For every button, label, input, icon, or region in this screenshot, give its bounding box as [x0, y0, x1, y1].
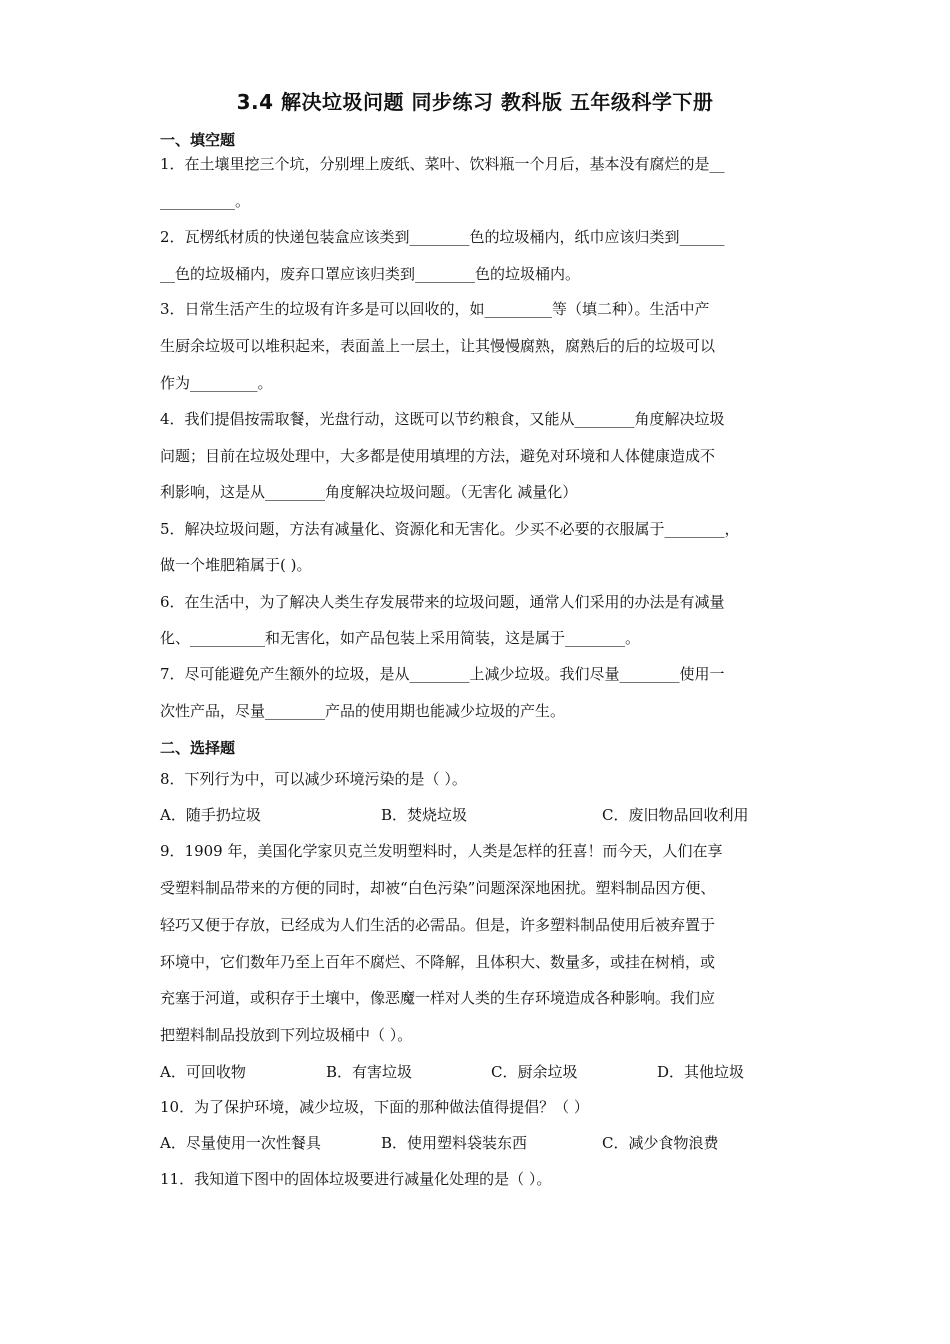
q3-line-3: 作为_________。: [160, 374, 273, 392]
q11-stem: 11．我知道下图中的固体垃圾要进行减量化处理的是（ ）。: [160, 1170, 552, 1188]
q3-line-2: 生厨余垃圾可以堆积起来，表面盖上一层土，让其慢慢腐熟，腐熟后的后的垃圾可以: [160, 337, 716, 355]
q6-line-2: 化、__________和无害化，如产品包装上采用简装，这是属于________。: [160, 629, 641, 647]
q9-line-3: 轻巧又便于存放，已经成为人们生活的必需品。但是，许多塑料制品使用后被弃置于: [160, 916, 716, 934]
q9-line-1: 9．1909 年，美国化学家贝克兰发明塑料时，人类是怎样的狂喜！而今天，人们在享: [160, 842, 723, 860]
q6-line-1: 6．在生活中，为了解决人类生存发展带来的垃圾问题，通常人们采用的办法是有减量: [160, 593, 725, 611]
q9-line-5: 充塞于河道，或积存于土壤中，像恶魔一样对人类的生存环境造成各种影响。我们应: [160, 989, 716, 1007]
q1-line-2: __________。: [160, 192, 251, 210]
q7-line-2: 次性产品，尽量________产品的使用期也能减少垃圾的产生。: [160, 702, 566, 720]
q8-option-c: C．废旧物品回收利用: [602, 806, 749, 824]
q8-stem: 8．下列行为中，可以减少环境污染的是（ ）。: [160, 770, 467, 788]
q4-line-3: 利影响，这是从________角度解决垃圾问题。（无害化 减量化）: [160, 483, 578, 501]
q10-option-c: C．减少食物浪费: [602, 1134, 719, 1152]
q7-line-1: 7．尽可能避免产生额外的垃圾，是从________上减少垃圾。我们尽量________使用一: [160, 665, 725, 683]
q8-option-a: A．随手扔垃圾: [160, 806, 261, 824]
page-title: 3.4 解决垃圾问题 同步练习 教科版 五年级科学下册: [236, 90, 714, 114]
q9-line-4: 环境中，它们数年乃至上百年不腐烂、不降解，且体积大、数量多，或挂在树梢，或: [160, 953, 716, 971]
q1-line-1: 1．在土壤里挖三个坑，分别埋上废纸、菜叶、饮料瓶一个月后，基本没有腐烂的是__: [160, 155, 725, 173]
q8-option-b: B．焚烧垃圾: [381, 806, 468, 824]
section-multiple-choice: 二、选择题: [160, 739, 236, 757]
q10-option-a: A．尽量使用一次性餐具: [160, 1134, 321, 1152]
q5-line-1: 5．解决垃圾问题，方法有减量化、资源化和无害化。少买不必要的衣服属于________，: [160, 520, 740, 538]
q9-option-a: A．可回收物: [160, 1063, 246, 1081]
q9-option-d: D．其他垃圾: [657, 1063, 745, 1081]
q10-option-b: B．使用塑料袋装东西: [381, 1134, 528, 1152]
q2-line-2: __色的垃圾桶内，废弃口罩应该归类到________色的垃圾桶内。: [160, 265, 581, 283]
q4-line-2: 问题；目前在垃圾处理中，大多都是使用填埋的方法，避免对环境和人体健康造成不: [160, 447, 716, 465]
q10-stem: 10．为了保护环境，减少垃圾，下面的那种做法值得提倡？（ ）: [160, 1098, 589, 1116]
q3-line-1: 3．日常生活产生的垃圾有许多是可以回收的，如_________等（填二种）。生活中产: [160, 300, 710, 318]
q9-option-b: B．有害垃圾: [326, 1063, 413, 1081]
q5-line-2: 做一个堆肥箱属于( )。: [160, 556, 312, 574]
q9-line-6: 把塑料制品投放到下列垃圾桶中（ ）。: [160, 1026, 413, 1044]
q9-option-c: C．厨余垃圾: [491, 1063, 578, 1081]
q2-line-1: 2．瓦楞纸材质的快递包装盒应该类到________色的垃圾桶内，纸巾应该归类到______: [160, 228, 725, 246]
section-fill-in: 一、填空题: [160, 131, 236, 149]
q9-line-2: 受塑料制品带来的方便的同时，却被“白色污染”问题深深地困扰。塑料制品因方便、: [160, 879, 716, 897]
q4-line-1: 4．我们提倡按需取餐，光盘行动，这既可以节约粮食，又能从________角度解决垃圾: [160, 410, 725, 428]
